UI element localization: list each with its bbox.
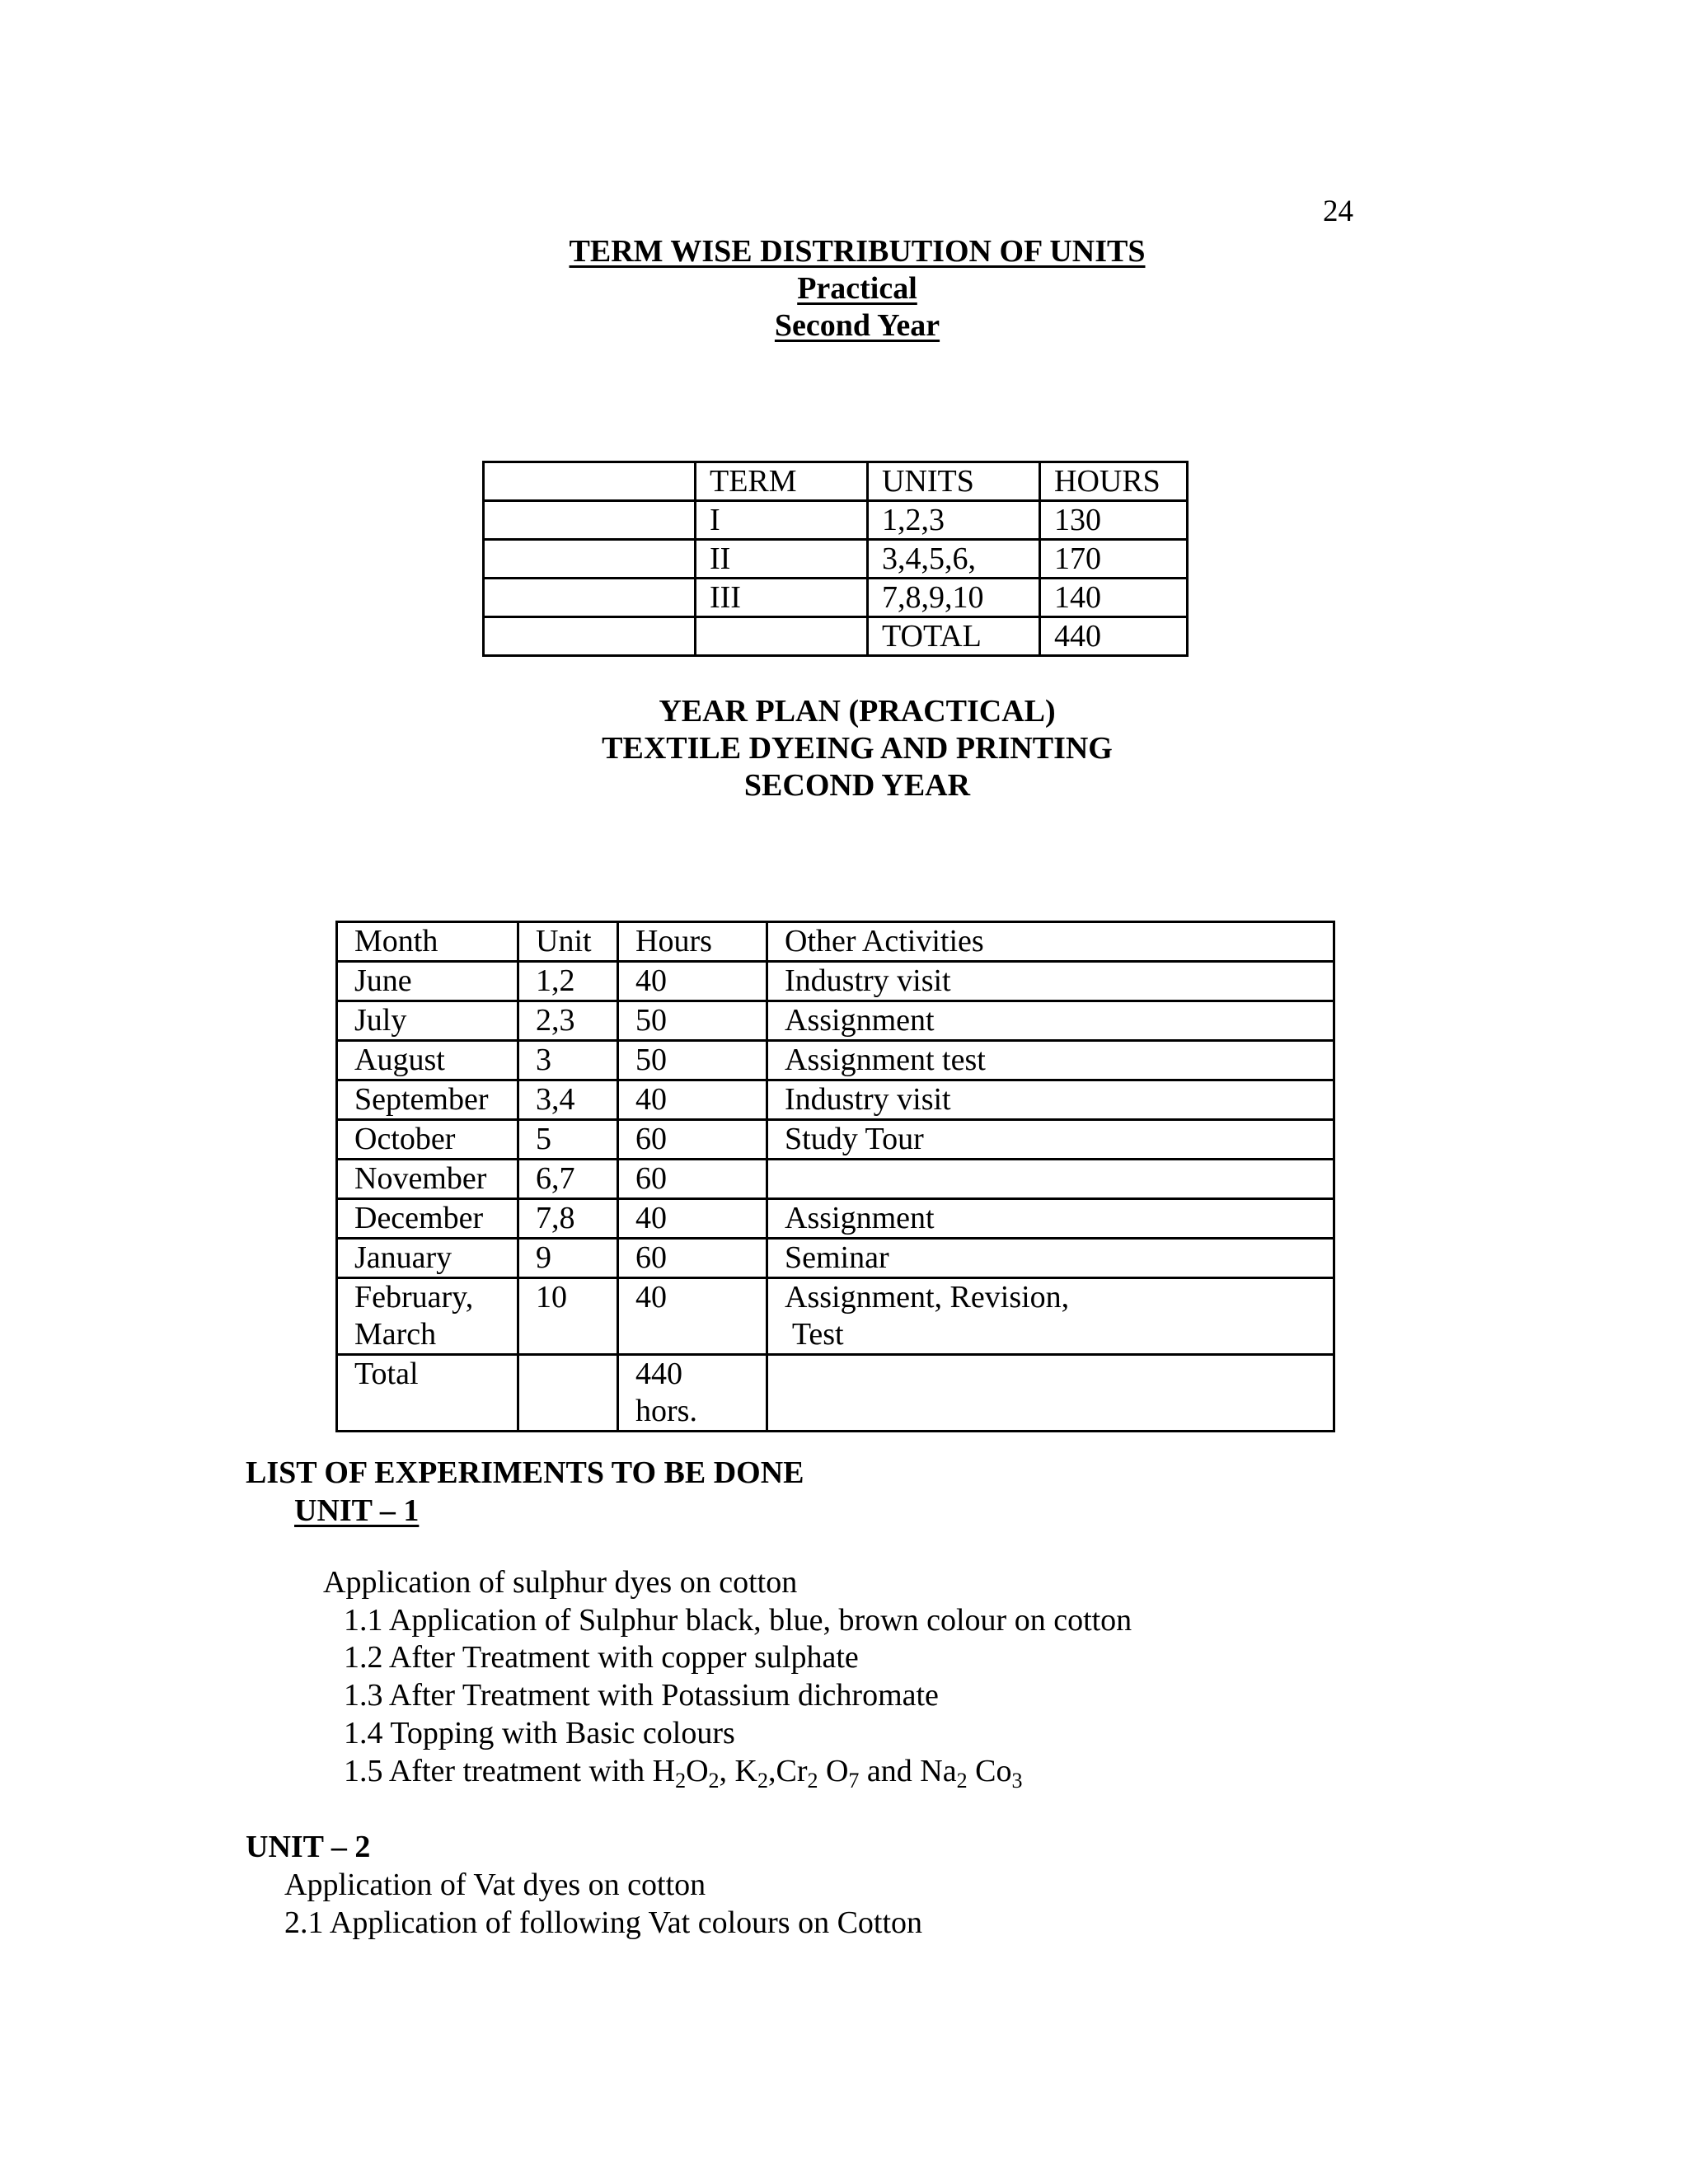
table-cell: December: [337, 1199, 518, 1239]
experiments-heading: LIST OF EXPERIMENTS TO BE DONE: [246, 1455, 804, 1490]
table-cell: TOTAL: [868, 617, 1040, 656]
table-row: [337, 1080, 1334, 1120]
table-cell: Assignment, Revision, Test: [767, 1278, 1334, 1355]
table-cell: II: [696, 540, 868, 579]
table-cell: [767, 1160, 1334, 1199]
table-cell: November: [337, 1160, 518, 1199]
table-row: [337, 1120, 1334, 1160]
table-cell: June: [337, 962, 518, 1001]
table-row: [484, 540, 1188, 579]
year-plan-title: YEAR PLAN (PRACTICAL): [659, 694, 1056, 729]
table-cell: Industry visit: [767, 962, 1334, 1001]
table-cell: [484, 501, 696, 540]
table-row: [484, 501, 1188, 540]
table-cell: 440: [1040, 617, 1188, 656]
table-row: [337, 962, 1334, 1001]
table-cell: HOURS: [1040, 462, 1188, 501]
table-cell: 60: [618, 1120, 767, 1160]
table-cell: [767, 1355, 1334, 1432]
table-cell: UNITS: [868, 462, 1040, 501]
unit-2-title: UNIT – 2: [246, 1830, 371, 1864]
table-cell: 50: [618, 1041, 767, 1080]
table-cell: Hours: [618, 922, 767, 962]
year-plan-year: SECOND YEAR: [743, 768, 971, 803]
table-cell: 40: [618, 1080, 767, 1120]
table-cell: 7,8: [518, 1199, 618, 1239]
table-cell: 5: [518, 1120, 618, 1160]
table-cell: III: [696, 579, 868, 617]
table-cell: Seminar: [767, 1239, 1334, 1278]
table-cell: 10: [518, 1278, 618, 1355]
list-item: 1.3 After Treatment with Potassium dichromate: [344, 1678, 939, 1713]
table-cell: [484, 579, 696, 617]
year-plan-subject: TEXTILE DYEING AND PRINTING: [602, 731, 1113, 766]
table-cell: 3: [518, 1041, 618, 1080]
table-row: [337, 1199, 1334, 1239]
table-cell: [484, 617, 696, 656]
table-cell: 3,4,5,6,: [868, 540, 1040, 579]
unit-2-intro: Application of Vat dyes on cotton: [284, 1868, 706, 1902]
table-cell: Month: [337, 922, 518, 962]
table-cell: February, March: [337, 1278, 518, 1355]
table-cell: 60: [618, 1160, 767, 1199]
table-row: [337, 1278, 1334, 1355]
table-cell: Industry visit: [767, 1080, 1334, 1120]
table-cell: [696, 617, 868, 656]
table-cell: 6,7: [518, 1160, 618, 1199]
table-row: [484, 617, 1188, 656]
table-cell: Other Activities: [767, 922, 1334, 962]
table-cell: 2,3: [518, 1001, 618, 1041]
table-row: [337, 1001, 1334, 1041]
table-cell: 50: [618, 1001, 767, 1041]
table-cell: January: [337, 1239, 518, 1278]
unit-1-intro: Application of sulphur dyes on cotton: [323, 1565, 798, 1600]
table-cell: October: [337, 1120, 518, 1160]
main-title: TERM WISE DISTRIBUTION OF UNITS: [569, 234, 1146, 269]
table-cell: 40: [618, 1199, 767, 1239]
table-cell: 130: [1040, 501, 1188, 540]
table-cell: TERM: [696, 462, 868, 501]
table-cell: [484, 462, 696, 501]
table-cell: [518, 1355, 618, 1432]
list-item: 1.4 Topping with Basic colours: [344, 1716, 735, 1750]
table-cell: Assignment: [767, 1199, 1334, 1239]
table-cell: August: [337, 1041, 518, 1080]
table-cell: 170: [1040, 540, 1188, 579]
table-cell: [484, 540, 696, 579]
table-cell: 60: [618, 1239, 767, 1278]
table-cell: 440 hors.: [618, 1355, 767, 1432]
table-cell: 9: [518, 1239, 618, 1278]
table-cell: 40: [618, 962, 767, 1001]
list-item: 1.1 Application of Sulphur black, blue, brown colour on cotton: [344, 1603, 1132, 1638]
table-cell: 3,4: [518, 1080, 618, 1120]
table-cell: 40: [618, 1278, 767, 1355]
year-plan-table: [335, 921, 1335, 1432]
term-distribution-table: [482, 461, 1189, 657]
list-item-chemical-formula: 1.5 After treatment with $H_2O_2$, $K_2,Cr_2$ $O_7$ and $Na_2$ $Co_3$: [344, 1754, 1023, 1793]
page-number: 24: [1323, 194, 1353, 228]
table-cell: 1,2,3: [868, 501, 1040, 540]
table-cell: Assignment test: [767, 1041, 1334, 1080]
table-cell: 7,8,9,10: [868, 579, 1040, 617]
table-cell: September: [337, 1080, 518, 1120]
table-row: [337, 1160, 1334, 1199]
table-cell: I: [696, 501, 868, 540]
list-item: 1.2 After Treatment with copper sulphate: [344, 1640, 859, 1675]
table-header-row: [484, 462, 1188, 501]
table-row: [337, 1355, 1334, 1432]
subtitle-year: Second Year: [774, 308, 940, 343]
unit-1-title: UNIT – 1: [294, 1493, 420, 1528]
subtitle-practical: Practical: [797, 271, 917, 306]
list-item: 2.1 Application of following Vat colours on Cotton: [284, 1905, 923, 1940]
table-cell: 1,2: [518, 962, 618, 1001]
table-header-row: [337, 922, 1334, 962]
table-cell: July: [337, 1001, 518, 1041]
table-row: [484, 579, 1188, 617]
table-cell: Study Tour: [767, 1120, 1334, 1160]
table-cell: 140: [1040, 579, 1188, 617]
table-row: [337, 1239, 1334, 1278]
table-cell: Assignment: [767, 1001, 1334, 1041]
table-cell: Total: [337, 1355, 518, 1432]
table-cell: Unit: [518, 922, 618, 962]
table-row: [337, 1041, 1334, 1080]
